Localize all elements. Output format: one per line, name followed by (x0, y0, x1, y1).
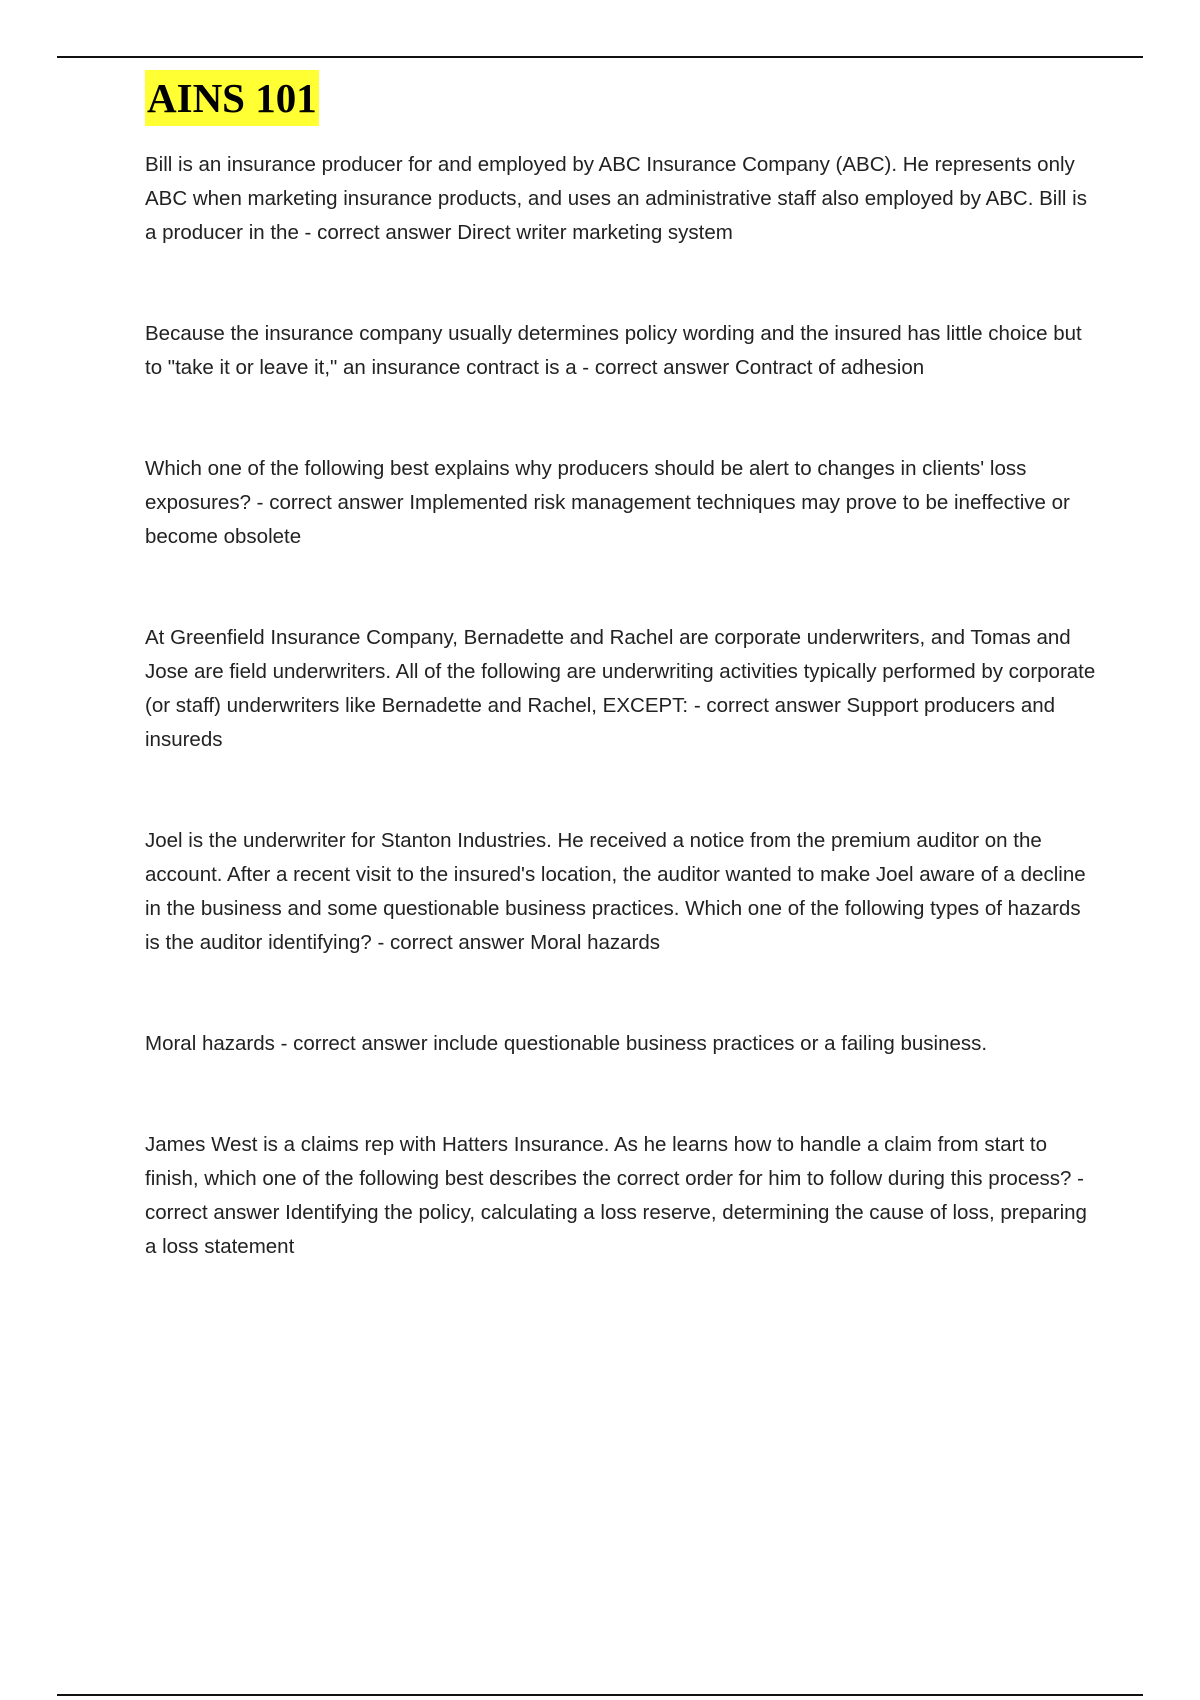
qa-item-7: James West is a claims rep with Hatters Insurance. As he learns how to handle a claim from start to finish, which one of the following best describes the correct order for him to follow during this process? - correct answer Identifying the policy, calculating a loss reserve, determining the cause of loss, preparing a loss statement (145, 1133, 1087, 1258)
qa-list (145, 148, 1100, 1264)
qa-item-4: At Greenfield Insurance Company, Bernadette and Rachel are corporate underwriters, and Tomas and Jose are field underwriters. All of the following are underwriting activities typically performed by corporate (or staff) underwriters like Bernadette and Rachel, EXCEPT: - correct answer Support producers and insureds (145, 626, 1096, 751)
qa-item-2: Because the insurance company usually determines policy wording and the insured has little choice but to "take it or leave it," an insurance contract is a - correct answer Contract of adhesion (145, 322, 1082, 379)
qa-item-5: Joel is the underwriter for Stanton Industries. He received a notice from the premium auditor on the account. After a recent visit to the insured's location, the auditor wanted to make Joel aware of a decline in the business and some questionable business practices. Which one of the following types of hazards is the auditor identifying? - correct answer Moral hazards (145, 829, 1086, 954)
bottom-rule (57, 1694, 1143, 1696)
qa-item-3: Which one of the following best explains why producers should be alert to changes in clients' loss exposures? - correct answer Implemented risk management techniques may prove to be ineffective or become obsolete (145, 457, 1070, 548)
document-page (145, 70, 1100, 1331)
qa-item-6: Moral hazards - correct answer include questionable business practices or a failing business. (145, 1032, 988, 1055)
document-title: AINS 101 (145, 70, 319, 126)
qa-item-1: Bill is an insurance producer for and employed by ABC Insurance Company (ABC). He represents only ABC when marketing insurance products, and uses an administrative staff also employed by ABC. Bill is a producer in the - correct answer Direct writer marketing system (145, 153, 1087, 244)
top-rule (57, 56, 1143, 58)
